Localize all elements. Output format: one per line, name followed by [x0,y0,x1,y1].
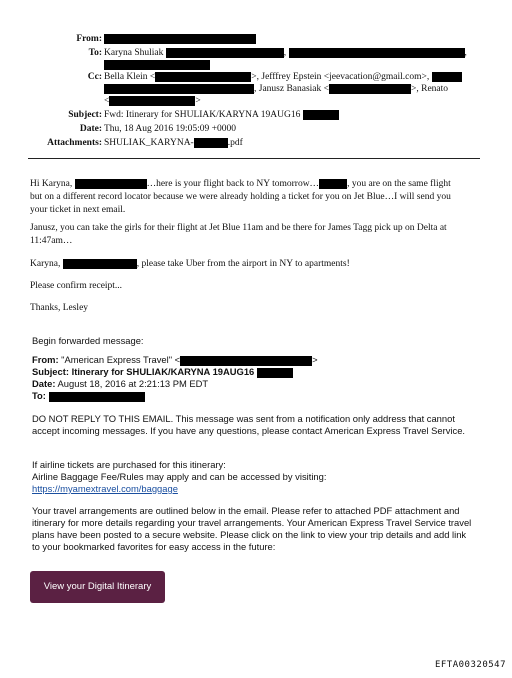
body-text: , please take Uber from the airport in NY to apartments! [136,259,350,269]
redaction [194,138,228,148]
cc-value-line2 [104,84,448,94]
comma: , [283,48,287,59]
attachment-suffix: .pdf [227,138,243,149]
greeting: Hi Karyna, [30,179,73,189]
fwd-from-value: "American Express Travel" < [61,354,181,365]
body-paragraph-1 [30,178,482,217]
fwd-date-value: August 18, 2016 at 2:21:13 PM EDT [57,378,209,389]
redaction [109,96,195,106]
redaction [432,72,462,82]
header-divider [28,158,480,159]
forward-intro: Begin forwarded message: [32,335,144,346]
forwarded-header [32,354,492,402]
cc-value-line1 [104,72,462,82]
fwd-from-label: From: [32,354,59,365]
redaction [166,48,287,59]
redaction [63,259,137,269]
body-paragraph-4: Please confirm receipt... [30,281,123,291]
redaction [104,60,210,70]
redaction [303,110,339,120]
subject-text: Fwd: Itinerary for SHULIAK/KARYNA 19AUG16 [104,110,301,121]
body-text: Karyna, [30,259,61,269]
body-paragraph-3 [30,258,482,271]
attachment-link[interactable] [104,138,243,148]
date-label: Date: [79,124,102,134]
from-label: From: [76,34,102,44]
from-value [104,34,256,44]
redaction [49,392,145,402]
baggage-link[interactable]: https://myamextravel.com/baggage [32,483,178,494]
redaction [289,48,465,58]
baggage-line-1: If airline tickets are purchased for this itinerary: [32,459,226,470]
cc-jeffrey: >, Jefffrey Epstein <jeevacation@gmail.com>, [251,72,430,83]
signature: Thanks, Lesley [30,303,89,313]
body-text: …here is your flight back to NY tomorrow… [146,179,320,189]
comma: , [464,48,467,59]
redaction [257,368,293,378]
redaction [180,356,312,366]
view-digital-itinerary-button[interactable]: View your Digital Itinerary [30,571,165,603]
subject-label: Subject: [68,110,102,120]
baggage-info [32,459,472,495]
body-text: but on a different record locator because we were already holding a ticket for you on Jet Blue…I will send you [30,192,451,202]
no-reply-notice: DO NOT REPLY TO THIS EMAIL. This message was sent from a notification only address that cannot accept incoming messages. If you have any questions, please contact American Express Travel Service. [32,413,466,436]
subject-value [104,110,339,120]
attachment-prefix: SHULIAK_KARYNA- [104,138,194,149]
cc-label: Cc: [87,72,102,82]
redaction [319,179,347,189]
attachments-label: Attachments: [47,138,102,148]
cc-bella: Bella Klein < [104,72,156,83]
cc-gt: > [195,96,201,107]
fwd-to-label: To: [32,390,46,401]
cc-lt: < [104,96,110,107]
to-value-line2 [104,60,210,70]
redaction [329,84,411,94]
redaction [104,84,254,94]
cc-value-line3 [104,96,201,106]
body-text: , you are on the same flight [347,179,451,189]
to-recipient: Karyna Shuliak [104,48,164,59]
body-paragraph-2: Janusz, you can take the girls for their flight at Jet Blue 11am and be there for James Tagg pick up on Delta at 11:47am… [30,223,447,246]
fwd-date-label: Date: [32,378,56,389]
to-value [104,48,467,58]
cc-renato: >, Renato [411,84,449,95]
baggage-line-2: Airline Baggage Fee/Rules may apply and can be accessed by visiting: [32,471,327,482]
cc-janusz: , Janusz Banasiak < [254,84,330,95]
date-value: Thu, 18 Aug 2016 19:05:09 +0000 [104,124,237,134]
body-text: your ticket in next email. [30,205,126,215]
travel-arrangements-text: Your travel arrangements are outlined below in the email. Please refer to attached PDF attachment and itinerary for more details regarding your travel arrangements. Your American Express Travel Service travel plans have been posted to a secure website. Please click on the link to view your trip details and add link to your bookmarked favorites for easy access in the future: [32,505,472,552]
fwd-from-end: > [312,354,318,365]
to-label: To: [88,48,102,58]
redaction [155,72,251,82]
document-id: EFTA00320547 [434,660,506,670]
redaction [75,179,147,189]
redaction [104,34,256,44]
fwd-subject-label: Subject: [32,366,69,377]
fwd-subject-value: Itinerary for SHULIAK/KARYNA 19AUG16 [71,366,255,377]
